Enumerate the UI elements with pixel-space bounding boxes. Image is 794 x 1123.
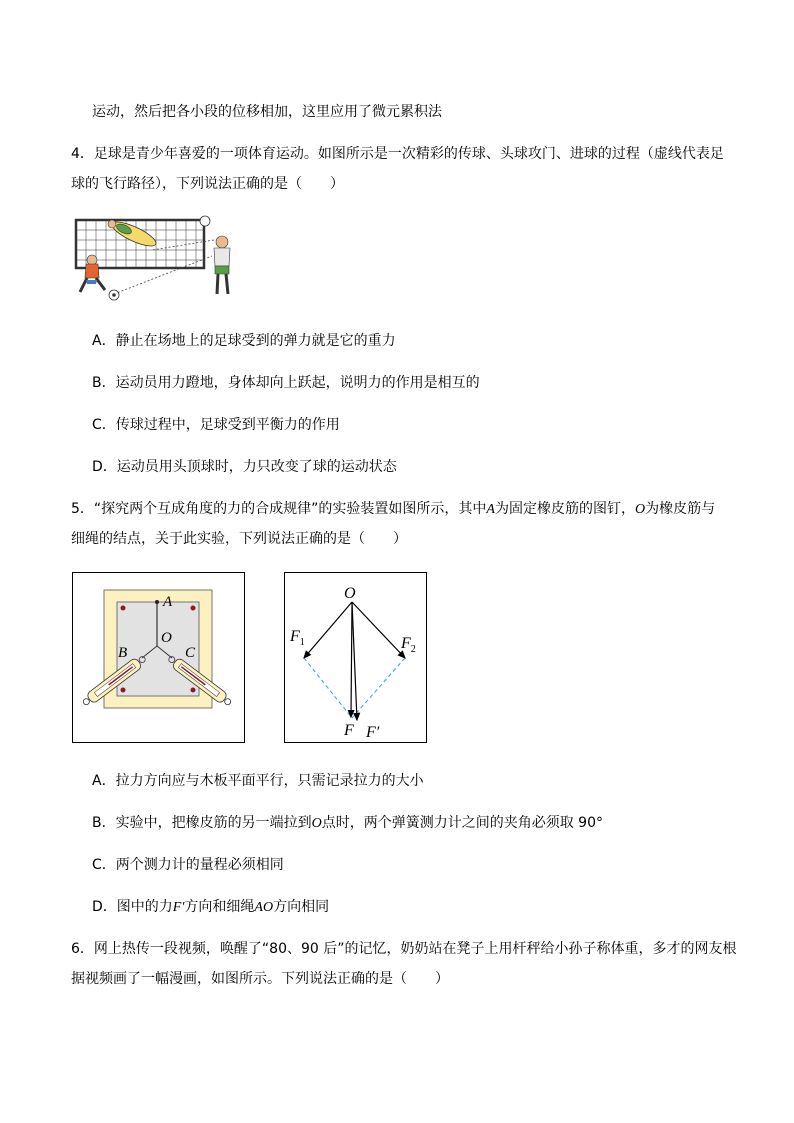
q5-option-a[interactable]: A．拉力方向应与木板平面平行，只需记录拉力的大小 [92, 773, 424, 789]
force-diagram-figure [284, 572, 427, 743]
label-f: F [344, 722, 354, 739]
q4-stem-line1: 4．足球是青少年喜爱的一项体育运动。如图所示是一次精彩的传球、头球攻门、进球的过程（虚线代表足 [71, 146, 724, 162]
q5-option-c[interactable]: C．两个测力计的量程必须相同 [92, 857, 284, 873]
q5-stem-line1: 5．“探究两个互成角度的力的合成规律”的实验装置如图所示，其中A为固定橡皮筋的图钉，O为橡皮筋与 [71, 501, 716, 517]
kicking-player-figure [80, 255, 105, 292]
label-o: O [161, 630, 172, 646]
pin-a [155, 600, 159, 604]
q4-option-d[interactable]: D．运动员用头顶球时，力只改变了球的运动状态 [92, 459, 397, 475]
label-f2: $F_2$ [401, 635, 416, 655]
label-o: O [344, 585, 356, 602]
q4-stem-line2: 球的飞行路径），下列说法正确的是（ ） [71, 176, 344, 192]
q4-option-b[interactable]: B．运动员用力蹬地，身体却向上跃起，说明力的作用是相互的 [92, 375, 480, 391]
q4-option-a[interactable]: A．静止在场地上的足球受到的弹力就是它的重力 [92, 333, 396, 349]
q5-option-b[interactable]: B．实验中，把橡皮筋的另一端拉到O点时，两个弹簧测力计之间的夹角必须取 90° [92, 815, 603, 831]
q4-option-c[interactable]: C．传球过程中，足球受到平衡力的作用 [92, 417, 340, 433]
soccer-ball-icon [109, 290, 119, 300]
label-c: C [185, 645, 196, 661]
q5-stem-line2: 细绳的结点，关于此实验，下列说法正确的是（ ） [71, 531, 407, 547]
label-a: A [163, 594, 173, 610]
label-b: B [118, 645, 128, 661]
label-f-prime: F′ [366, 724, 380, 741]
q5-option-d[interactable]: D．图中的力F′方向和细绳AO方向相同 [92, 899, 330, 915]
q6-stem-line2: 据视频画了一幅漫画，如图所示。下列说法正确的是（ ） [71, 971, 449, 987]
goalkeeper-figure [108, 218, 159, 251]
label-f1: $F_1$ [290, 628, 305, 648]
q6-stem-line1: 6．网上热传一段视频，唤醒了“80、90 后”的记忆，奶奶站在凳子上用杆秤给小孙子称体重，多才的网友根 [71, 941, 737, 957]
soccer-illustration [72, 210, 247, 302]
experiment-apparatus-figure [72, 572, 245, 743]
previous-question-tail: 运动，然后把各小段的位移相加，这里应用了微元累积法 [92, 104, 442, 120]
